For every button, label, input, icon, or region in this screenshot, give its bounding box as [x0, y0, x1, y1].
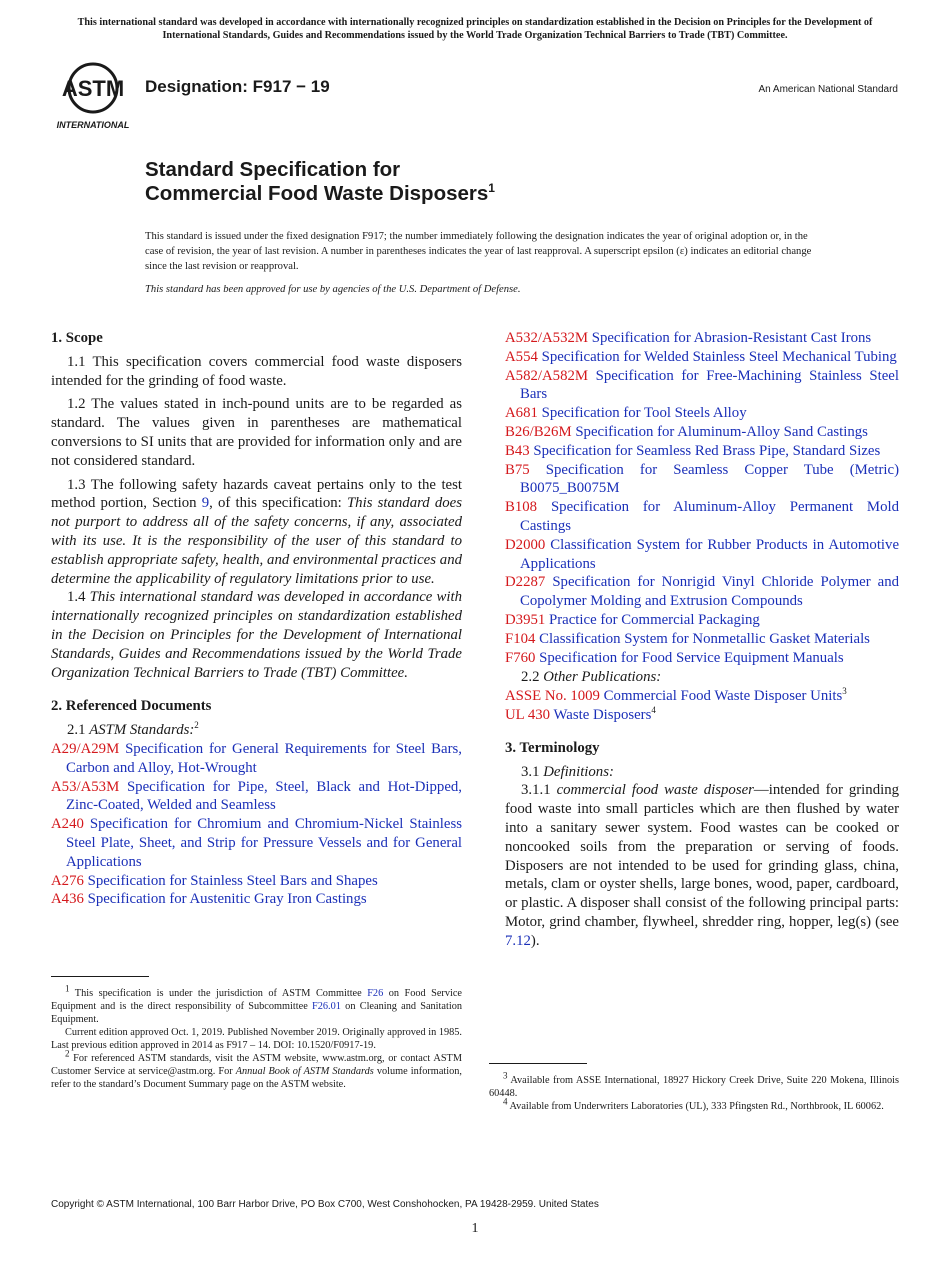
- fn1-text-c: on Cleaning and Sanitation Equipment.: [51, 1001, 462, 1025]
- title-footnote-mark: 1: [488, 181, 495, 196]
- safety-caveat: This standard does not purport to address all of the safety concerns, if any, associated with its use. It is the responsibility of the user of this standard to establish appropriate safety, health, and environmental practices and determine the applicability of regulatory limitations prior to use.: [51, 495, 462, 587]
- ref-title[interactable]: Specification for Chromium and Chromium-Nickel Stainless Steel Plate, Sheet, and Strip for Pressure Vessels and for General Applications: [66, 816, 462, 870]
- astm-list-left: [51, 740, 462, 909]
- ref-code[interactable]: F760: [505, 649, 536, 666]
- other-publications-label: [505, 668, 899, 687]
- reference-item[interactable]: [505, 536, 899, 574]
- reference-item[interactable]: [51, 872, 462, 891]
- reference-item[interactable]: [505, 367, 899, 405]
- committee-f26-link[interactable]: F26: [367, 988, 384, 999]
- reference-item[interactable]: [505, 630, 899, 649]
- fn2-text-b: volume information, refer to the standard’s Document Summary page on the ASTM website.: [51, 1066, 462, 1090]
- document-title: [145, 158, 495, 206]
- refdocs-heading: 2. Referenced Documents: [51, 698, 212, 715]
- ref-code[interactable]: A53/A53M: [51, 778, 120, 795]
- ref-code[interactable]: B108: [505, 499, 538, 516]
- ref-code[interactable]: D2000: [505, 536, 546, 553]
- fn4-text: Available from Underwriters Laboratories (UL), 333 Pfingsten Rd., Northbrook, IL 60062.: [507, 1101, 884, 1112]
- ref-title[interactable]: Specification for Seamless Copper Tube (Metric) B0075_B0075M: [520, 461, 899, 497]
- ref-code[interactable]: A29/A29M: [51, 740, 120, 757]
- ref-code[interactable]: B75: [505, 461, 530, 478]
- def-text: —intended for grinding food waste into small particles which are then flushed by water into a sanitary sewer system. Food wastes can be cooked or noncooked soils from the preparation or serving of foods. Disposers are not intended to be used for grinding glass, china, metals, clam or oyster shells, large bones, wood, paper, cardboard, or plastic. A disposer shall consist of the following principal parts: Motor, grind chamber, flywheel, shredder ring, hopper, leg(s) (see: [505, 782, 899, 930]
- fn2-italic: Annual Book of ASTM Standards: [235, 1066, 374, 1077]
- ref-code[interactable]: D2287: [505, 574, 546, 591]
- scope-1-4: [51, 588, 462, 682]
- ref-title[interactable]: Specification for Aluminum-Alloy Sand Castings: [575, 423, 868, 440]
- left-footnotes: [51, 976, 462, 1091]
- page-number: 1: [471, 1221, 479, 1236]
- ref-code[interactable]: B26/B26M: [505, 423, 572, 440]
- left-column: [51, 329, 462, 937]
- other-pub-item[interactable]: [505, 687, 899, 706]
- ref-code[interactable]: A436: [51, 891, 84, 908]
- footnote-1: [51, 983, 462, 1026]
- fn1-mark: 1: [65, 983, 70, 994]
- def-end: ).: [530, 932, 540, 949]
- fn3-mark: 3: [503, 1070, 508, 1081]
- ref-code[interactable]: B43: [505, 442, 530, 459]
- designation: Designation: F917 − 19: [145, 77, 330, 96]
- reference-item[interactable]: [51, 815, 462, 871]
- fn4-ref-mark: 4: [651, 705, 656, 716]
- sub-2-2-num: 2.2: [521, 669, 544, 686]
- scope-1-1: 1.1 This specification covers commercial food waste disposers intended for the grinding of food waste.: [51, 353, 462, 389]
- sub-3-1-label: Definitions:: [543, 763, 614, 780]
- reference-item[interactable]: [505, 461, 899, 499]
- footnote-3: [489, 1070, 899, 1100]
- definition-3-1-1: [505, 781, 899, 950]
- scope-1-4-num: 1.4: [67, 589, 90, 606]
- scope-1-2: 1.2 The values stated in inch-pound units are to be regarded as standard. The values given in parentheses are mathematical conversions to SI units that are provided for information only and are not considered standard.: [51, 396, 462, 469]
- ref-code[interactable]: A582/A582M: [505, 367, 589, 384]
- ref-title[interactable]: Classification System for Rubber Products in Automotive Applications: [520, 536, 900, 572]
- ref-code[interactable]: A554: [505, 348, 538, 365]
- scope-1-3: [51, 476, 462, 589]
- ref-title[interactable]: Commercial Food Waste Disposer Units: [603, 688, 843, 705]
- scope-1-3-text-b: , of this specification:: [209, 495, 347, 512]
- footnote-1-edition: Current edition approved Oct. 1, 2019. Published November 2019. Originally approved in 1985. Last previous edition approved in 2014 as F917 – 14. DOI: 10.1520/F0917-19.: [51, 1027, 462, 1051]
- reference-item[interactable]: [51, 740, 462, 778]
- footnote-2-mark: 2: [194, 720, 199, 731]
- fn3-text: Available from ASSE International, 18927 Hickory Creek Drive, Suite 220 Mokena, Illinois 60448.: [489, 1075, 899, 1099]
- ref-code[interactable]: D3951: [505, 611, 546, 628]
- reference-item[interactable]: [505, 573, 899, 611]
- title-line-2: Commercial Food Waste Disposers: [145, 182, 489, 205]
- astm-logo-mark: [52, 56, 134, 132]
- reference-item[interactable]: [505, 329, 899, 348]
- footnote-4: [489, 1096, 899, 1113]
- reference-item[interactable]: [505, 423, 899, 442]
- fn1-text-b: on Food Service Equipment and is the direct responsibility of Subcommittee: [51, 988, 462, 1012]
- sub-2-1-label: ASTM Standards:: [89, 722, 195, 739]
- footnote-rule: [489, 1063, 587, 1064]
- astm-logo: [52, 56, 134, 132]
- issued-note: This standard is issued under the fixed designation F917; the number immediately following the designation indicates the year of original adoption or, in the case of revision, the year of last revision. A number in parentheses indicates the year of last reapproval. A superscript epsilon (ε) indicates an editorial change since the last revision or reapproval.: [145, 231, 812, 272]
- ref-title[interactable]: Specification for Pipe, Steel, Black and Hot-Dipped, Zinc-Coated, Welded and Seamless: [66, 778, 462, 814]
- other-publications-list: [505, 687, 899, 725]
- logo-text: ASTM: [61, 76, 125, 101]
- def-num: 3.1.1: [521, 782, 557, 799]
- ref-title[interactable]: Specification for General Requirements for Steel Bars, Carbon and Alloy, Hot-Wrought: [66, 740, 462, 776]
- fn3-ref-mark: 3: [842, 686, 847, 697]
- other-pub-item[interactable]: [505, 706, 899, 725]
- reference-item[interactable]: [505, 348, 899, 367]
- ref-title[interactable]: Practice for Commercial Packaging: [548, 611, 760, 628]
- footnote-rule: [51, 976, 149, 977]
- fn1-text-a: This specification is under the jurisdiction of ASTM Committee: [69, 988, 368, 999]
- terminology-heading: 3. Terminology: [505, 739, 600, 756]
- ref-code[interactable]: A681: [505, 405, 538, 422]
- def-term: commercial food waste disposer: [556, 782, 754, 799]
- reference-item[interactable]: [505, 649, 899, 668]
- right-footnotes: [489, 1063, 899, 1113]
- reference-item[interactable]: [505, 611, 899, 630]
- ref-code[interactable]: ASSE No. 1009: [505, 688, 600, 705]
- ref-title[interactable]: Specification for Tool Steels Alloy: [541, 405, 747, 422]
- ref-title[interactable]: Specification for Stainless Steel Bars and Shapes: [87, 872, 378, 889]
- ref-title[interactable]: Specification for Austenitic Gray Iron Castings: [87, 891, 367, 908]
- footnote-2: [51, 1048, 462, 1091]
- scope-1-3-text: 1.3 The following safety hazards caveat pertains only to the test method portion, Section: [51, 476, 462, 512]
- ref-title[interactable]: Waste Disposers: [553, 706, 652, 723]
- right-column: [505, 329, 899, 951]
- reference-item[interactable]: [51, 890, 462, 909]
- scope-heading: 1. Scope: [51, 330, 103, 346]
- logo-subtext: INTERNATIONAL: [56, 120, 130, 130]
- approved-note: This standard has been approved for use by agencies of the U.S. Department of Defense.: [145, 284, 521, 295]
- ref-title[interactable]: Specification for Food Service Equipment Manuals: [539, 649, 844, 666]
- ref-title[interactable]: Specification for Seamless Red Brass Pipe, Standard Sizes: [533, 442, 881, 459]
- reference-item[interactable]: [505, 442, 899, 461]
- ref-title[interactable]: Specification for Welded Stainless Steel Mechanical Tubing: [541, 348, 897, 365]
- astm-list-right: [505, 329, 899, 667]
- ref-title[interactable]: Classification System for Nonmetallic Gasket Materials: [539, 630, 870, 647]
- title-line-1: Standard Specification for: [145, 158, 401, 181]
- ref-code[interactable]: UL 430: [505, 706, 551, 723]
- definitions-label: [505, 763, 899, 782]
- section-9-link[interactable]: 9: [201, 495, 210, 512]
- section-7-12-link[interactable]: 7.12: [505, 932, 531, 949]
- reference-item[interactable]: [51, 778, 462, 816]
- sub-2-2-label: Other Publications:: [543, 669, 662, 686]
- astm-standards-label: [51, 721, 462, 740]
- ref-code[interactable]: A276: [51, 872, 84, 889]
- ref-code[interactable]: A240: [51, 816, 84, 833]
- top-notice: This international standard was developed in accordance with internationally recognized principles on standardization established in the Decision on Principles for the Development of International Standards, Guides and Recommendations issued by the World Trade Organization Technical Barriers to Trade (TBT) Committee.: [77, 17, 873, 41]
- sub-3-1-num: 3.1: [521, 763, 544, 780]
- subcommittee-f26-01-link[interactable]: F26.01: [312, 1001, 341, 1012]
- reference-item[interactable]: [505, 498, 899, 536]
- ref-title[interactable]: Specification for Abrasion-Resistant Cast Irons: [591, 330, 872, 346]
- ref-title[interactable]: Specification for Nonrigid Vinyl Chloride Polymer and Copolymer Molding and Extrusion Compounds: [520, 574, 900, 610]
- ref-title[interactable]: Specification for Free-Machining Stainless Steel Bars: [520, 367, 899, 403]
- ref-code[interactable]: F104: [505, 630, 536, 647]
- reference-item[interactable]: [505, 404, 899, 423]
- copyright-footer: Copyright © ASTM International, 100 Barr Harbor Drive, PO Box C700, West Conshohocken, PA 19428-2959. United States: [51, 1199, 599, 1210]
- fn2-mark: 2: [65, 1048, 70, 1059]
- wto-statement: This international standard was developed in accordance with internationally recognized principles on standardization established in the Decision on Principles for the Development of International Standards, Guides and Recommendations issued by the World Trade Organization Technical Barriers to Trade (TBT) Committee.: [51, 589, 462, 681]
- american-national-standard: An American National Standard: [758, 84, 898, 95]
- fn4-mark: 4: [503, 1096, 508, 1107]
- ref-title[interactable]: Specification for Aluminum-Alloy Permanent Mold Castings: [520, 499, 899, 534]
- fn2-text-a: For referenced ASTM standards, visit the ASTM website, www.astm.org, or contact ASTM Customer Service at service@astm.org. For: [51, 1053, 462, 1077]
- sub-2-1-num: 2.1: [67, 722, 90, 739]
- ref-code[interactable]: A532/A532M: [505, 330, 589, 346]
